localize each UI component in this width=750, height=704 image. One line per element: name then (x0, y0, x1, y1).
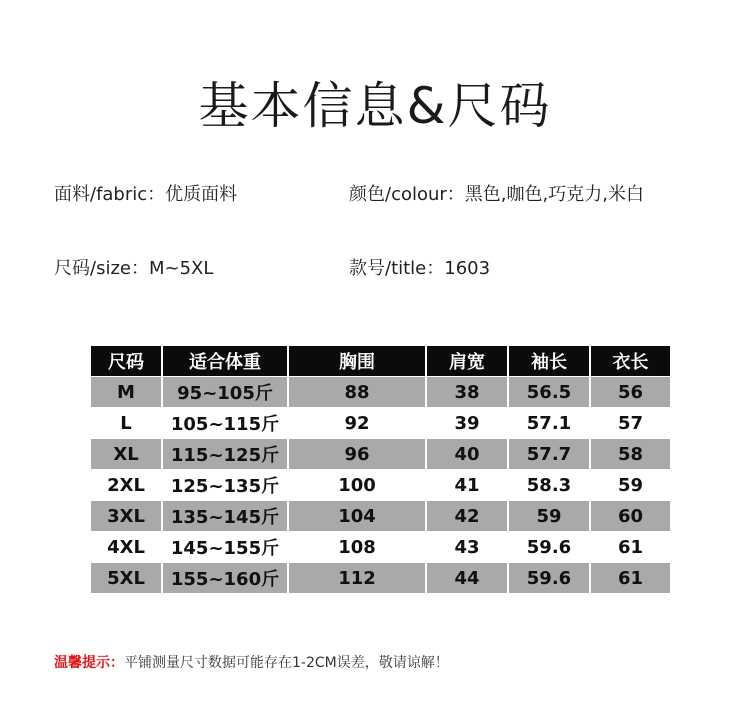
header-weight: 适合体重 (163, 346, 287, 376)
measurement-tip (54, 652, 449, 672)
header-chest: 胸围 (289, 346, 425, 376)
cell-size: 5XL (91, 562, 161, 593)
header-shoulder: 肩宽 (427, 346, 507, 376)
table-row (91, 407, 670, 438)
cell-shoulder: 39 (427, 407, 507, 438)
size-label: 尺码/size： (54, 258, 149, 279)
header-length: 衣长 (591, 346, 670, 376)
cell-sleeve: 56.5 (509, 376, 589, 407)
table-row (91, 376, 670, 407)
fabric-info (54, 180, 237, 206)
cell-sleeve: 59 (509, 500, 589, 531)
cell-chest: 112 (289, 562, 425, 593)
cell-weight: 115~125斤 (163, 438, 287, 469)
cell-sleeve: 59.6 (509, 562, 589, 593)
cell-sleeve: 58.3 (509, 469, 589, 500)
cell-shoulder: 41 (427, 469, 507, 500)
cell-shoulder: 38 (427, 376, 507, 407)
header-size: 尺码 (91, 346, 161, 376)
cell-size: 4XL (91, 531, 161, 562)
colour-value: 黑色,咖色,巧克力,米白 (464, 184, 644, 205)
fabric-label: 面料/fabric： (54, 184, 166, 205)
cell-sleeve: 59.6 (509, 531, 589, 562)
cell-weight: 135~145斤 (163, 500, 287, 531)
table-row (91, 500, 670, 531)
cell-weight: 95~105斤 (163, 376, 287, 407)
header-sleeve: 袖长 (509, 346, 589, 376)
size-chart-table (89, 346, 672, 593)
colour-info (349, 180, 644, 206)
style-label: 款号/title： (349, 258, 445, 279)
cell-size: L (91, 407, 161, 438)
cell-weight: 145~155斤 (163, 531, 287, 562)
table-row (91, 469, 670, 500)
cell-length: 60 (591, 500, 670, 531)
tip-text: 平铺测量尺寸数据可能存在1-2CM误差，敬请谅解！ (124, 655, 449, 671)
style-info (349, 254, 490, 280)
cell-size: M (91, 376, 161, 407)
cell-chest: 92 (289, 407, 425, 438)
size-info (54, 254, 213, 280)
cell-size: 3XL (91, 500, 161, 531)
table-row (91, 438, 670, 469)
colour-label: 颜色/colour： (349, 184, 465, 205)
cell-size: XL (91, 438, 161, 469)
cell-length: 59 (591, 469, 670, 500)
cell-weight: 125~135斤 (163, 469, 287, 500)
table-header-row (91, 346, 670, 376)
style-value: 1603 (444, 258, 491, 279)
cell-chest: 88 (289, 376, 425, 407)
cell-shoulder: 42 (427, 500, 507, 531)
cell-weight: 105~115斤 (163, 407, 287, 438)
tip-label: 温馨提示： (54, 655, 124, 671)
cell-weight: 155~160斤 (163, 562, 287, 593)
cell-shoulder: 43 (427, 531, 507, 562)
cell-chest: 96 (289, 438, 425, 469)
table-row (91, 562, 670, 593)
fabric-value: 优质面料 (165, 184, 238, 205)
cell-length: 61 (591, 531, 670, 562)
cell-chest: 100 (289, 469, 425, 500)
cell-shoulder: 44 (427, 562, 507, 593)
cell-length: 61 (591, 562, 670, 593)
cell-length: 58 (591, 438, 670, 469)
cell-length: 56 (591, 376, 670, 407)
cell-chest: 104 (289, 500, 425, 531)
cell-size: 2XL (91, 469, 161, 500)
cell-chest: 108 (289, 531, 425, 562)
page-title: 基本信息&尺码 (198, 77, 552, 135)
cell-length: 57 (591, 407, 670, 438)
table-row (91, 531, 670, 562)
cell-shoulder: 40 (427, 438, 507, 469)
cell-sleeve: 57.7 (509, 438, 589, 469)
size-value: M~5XL (148, 258, 214, 279)
cell-sleeve: 57.1 (509, 407, 589, 438)
